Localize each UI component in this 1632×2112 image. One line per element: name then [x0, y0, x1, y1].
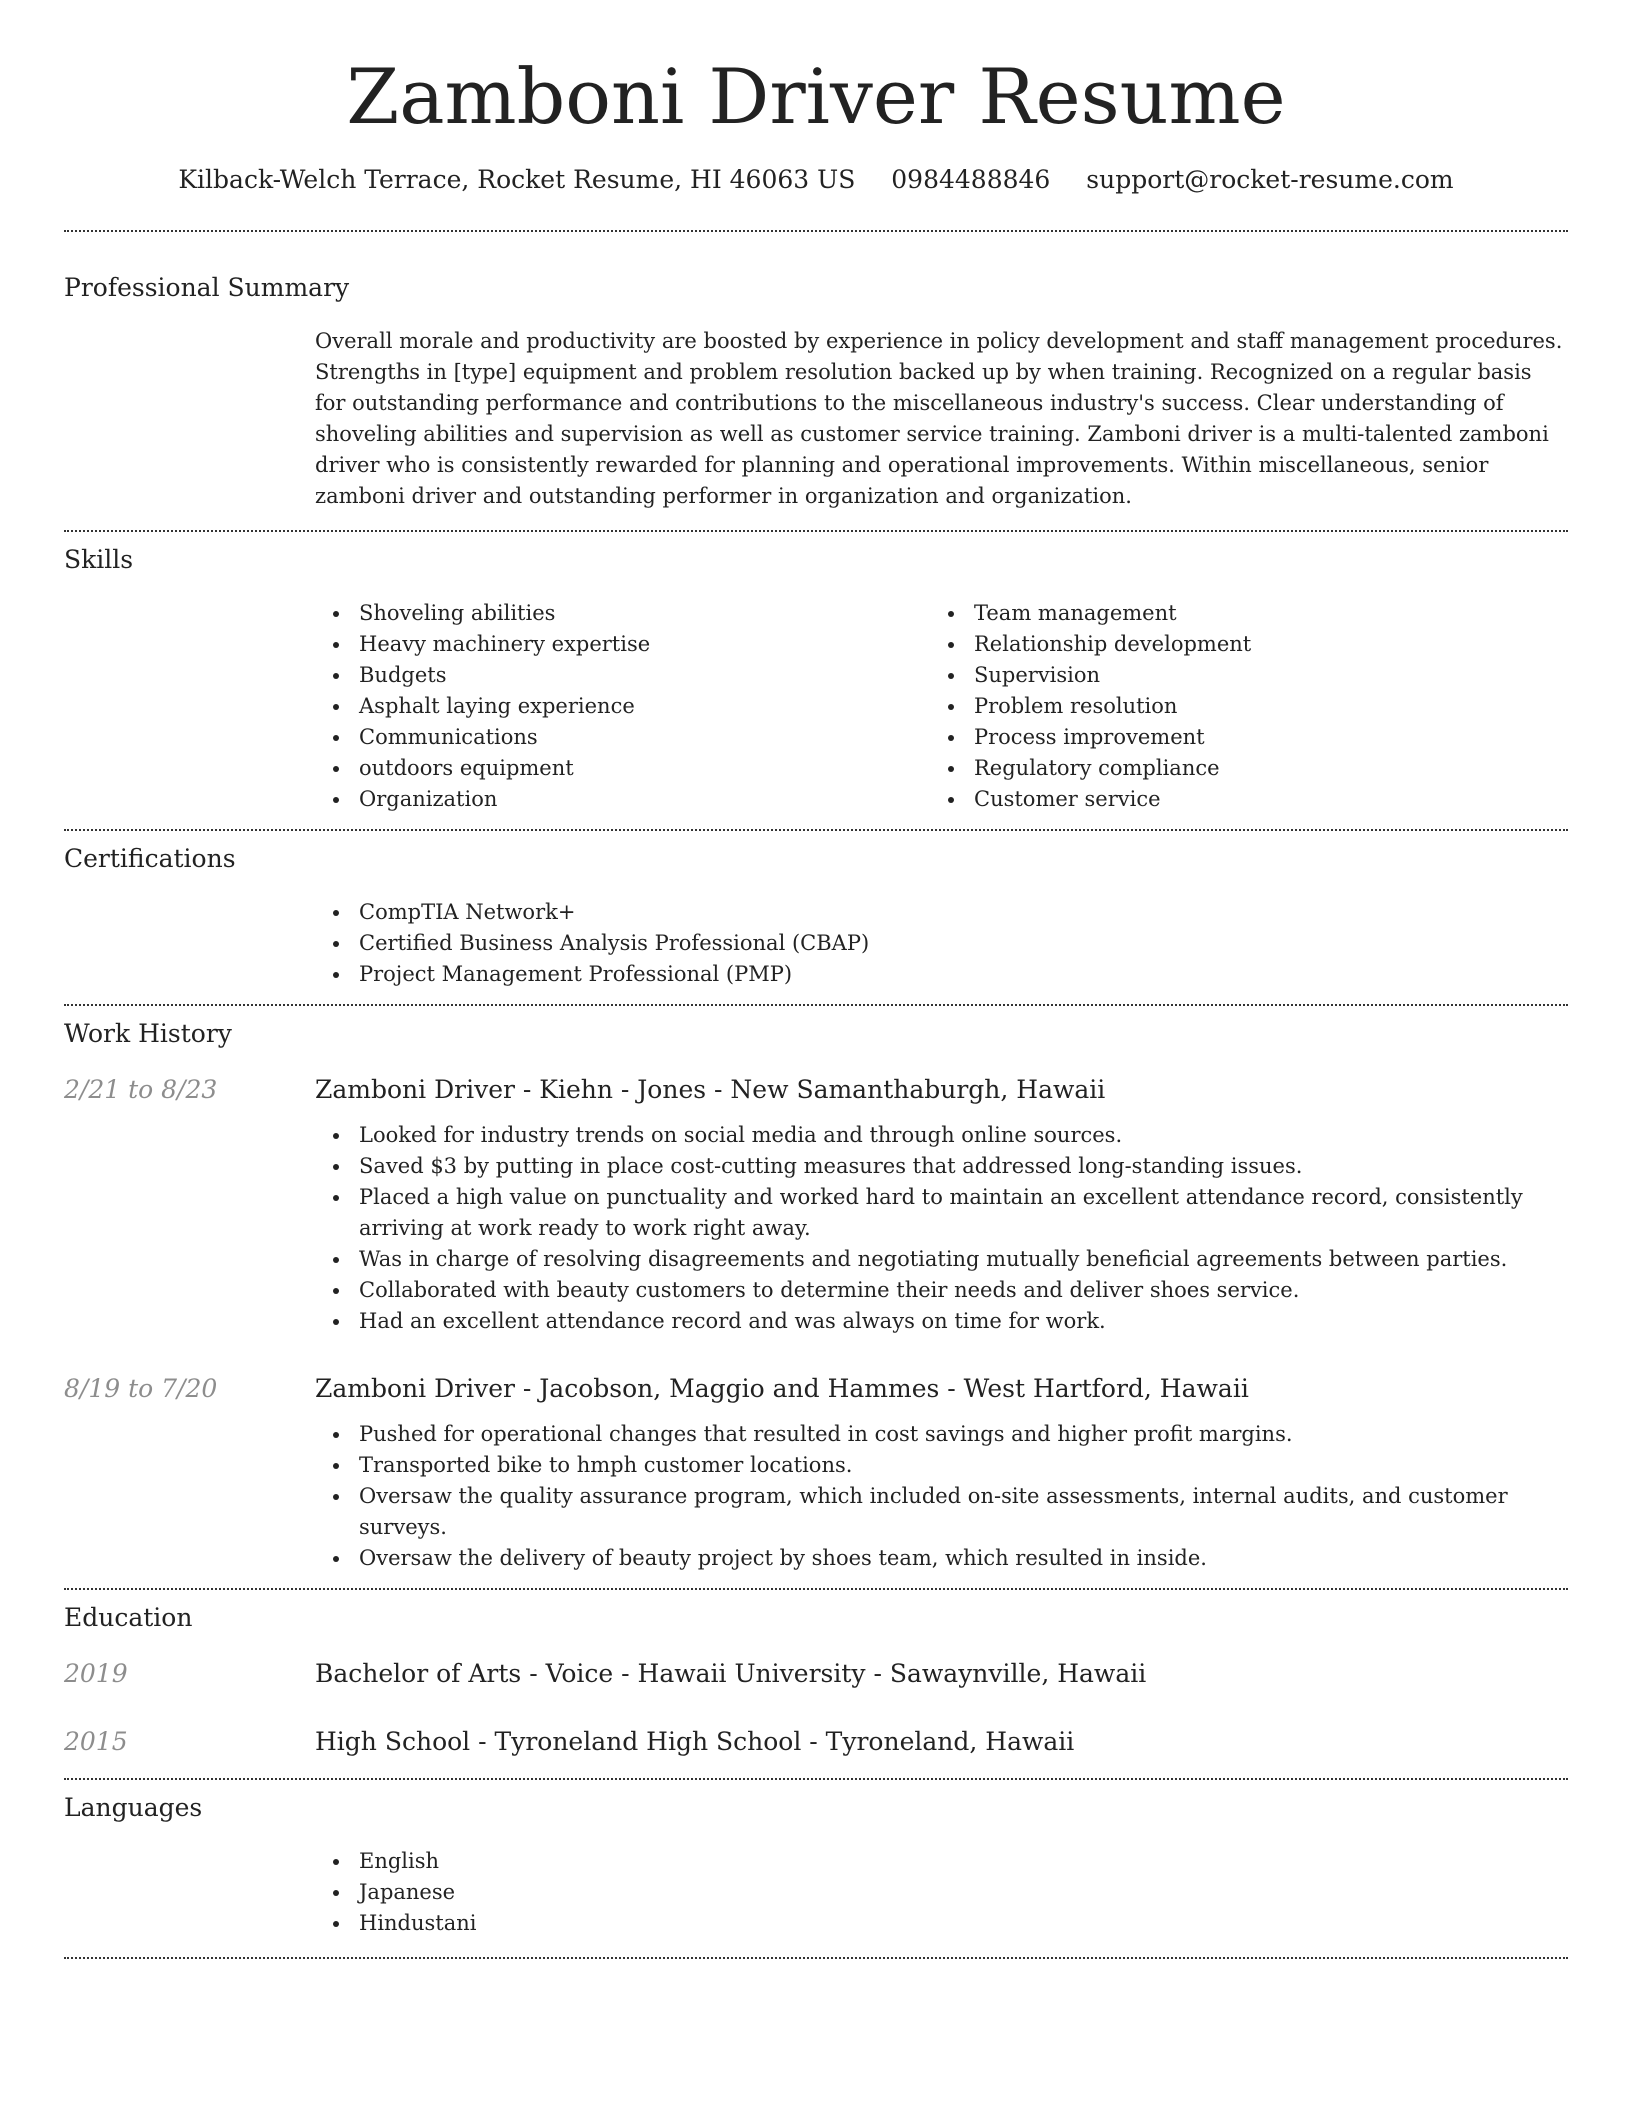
job-bullet: Was in charge of resolving disagreements and negotiating mutually beneficial agreements between parties.: [359, 1244, 1568, 1275]
language-item: Japanese: [359, 1877, 1568, 1908]
job-bullets: [315, 1120, 1568, 1337]
job-bullet: Looked for industry trends on social media and through online sources.: [359, 1120, 1568, 1151]
resume-page: [64, 0, 1568, 1959]
section-title: Certifications: [64, 844, 236, 873]
skill-item: Team management: [974, 598, 1545, 629]
section-title: Languages: [64, 1793, 203, 1822]
languages-content: [315, 1846, 1568, 1939]
job-bullet: Had an excellent attendance record and was always on time for work.: [359, 1306, 1568, 1337]
job-bullet: Placed a high value on punctuality and worked hard to maintain an excellent attendance record, consistently arriving at work ready to work right away.: [359, 1182, 1568, 1244]
job-bullet: Oversaw the quality assurance program, which included on-site assessments, internal audits, and customer surveys.: [359, 1481, 1568, 1543]
certification-item: CompTIA Network+: [359, 897, 1568, 928]
skills-list-right: [930, 598, 1545, 815]
job-dates: 2/21 to 8/23: [64, 1075, 218, 1104]
skills-column-right: [930, 598, 1545, 815]
section-languages: [64, 1780, 1568, 1939]
job-bullet: Oversaw the delivery of beauty project by shoes team, which resulted in inside.: [359, 1543, 1568, 1574]
summary-text: Overall morale and productivity are boosted by experience in policy development and staff management procedures. Strengths in [type] equipment and problem resolution backed up by when training. Recognized on a regular basis for outstanding performance and contributions to the miscellaneous industry's success. Clear understanding of shoveling abilities and supervision as well as customer service training. Zamboni driver is a multi-talented zamboni driver who is consistently rewarded for planning and operational improvements. Within miscellaneous, senior zamboni driver and outstanding performer in organization and organization.: [315, 329, 1563, 508]
job-bullet: Collaborated with beauty customers to determine their needs and deliver shoes service.: [359, 1275, 1568, 1306]
job-details: [315, 1419, 1568, 1574]
skill-item: Organization: [359, 784, 930, 815]
skill-item: Shoveling abilities: [359, 598, 930, 629]
job-bullet: Transported bike to hmph customer locations.: [359, 1450, 1568, 1481]
education-year: 2019: [64, 1659, 128, 1688]
contact-address: Kilback-Welch Terrace, Rocket Resume, HI 46063 US: [178, 165, 856, 194]
languages-list: [315, 1846, 1568, 1939]
summary-content: [315, 326, 1568, 512]
job-bullet: Saved $3 by putting in place cost-cutting measures that addressed long-standing issues.: [359, 1151, 1568, 1182]
skills-columns: [315, 598, 1568, 815]
skill-item: Process improvement: [974, 722, 1545, 753]
section-title: Skills: [64, 545, 134, 574]
education-heading: Bachelor of Arts - Voice - Hawaii University - Sawaynville, Hawaii: [315, 1659, 1147, 1688]
job-entry: [64, 1373, 1568, 1574]
job-entry: [64, 1074, 1568, 1337]
section-title: Professional Summary: [64, 273, 350, 302]
section-education: [64, 1590, 1568, 1758]
job-details: [315, 1120, 1568, 1337]
contact-email[interactable]: support@rocket-resume.com: [1086, 165, 1454, 194]
skill-item: Relationship development: [974, 629, 1545, 660]
section-title: Work History: [64, 1019, 232, 1048]
certifications-list: [315, 897, 1568, 990]
job-heading: Zamboni Driver - Kiehn - Jones - New Samanthaburgh, Hawaii: [315, 1075, 1106, 1104]
certification-item: Project Management Professional (PMP): [359, 959, 1568, 990]
section-professional-summary: [64, 232, 1568, 512]
language-item: English: [359, 1846, 1568, 1877]
language-item: Hindustani: [359, 1908, 1568, 1939]
section-certifications: [64, 831, 1568, 990]
section-title: Education: [64, 1603, 193, 1632]
contact-info: [64, 164, 1568, 196]
certification-item: Certified Business Analysis Professional (CBAP): [359, 928, 1568, 959]
skill-item: Communications: [359, 722, 930, 753]
job-bullets: [315, 1419, 1568, 1574]
section-skills: [64, 532, 1568, 815]
skill-item: Problem resolution: [974, 691, 1545, 722]
skill-item: Budgets: [359, 660, 930, 691]
skill-item: Customer service: [974, 784, 1545, 815]
resume-title: Zamboni Driver Resume: [346, 52, 1286, 141]
skill-item: Asphalt laying experience: [359, 691, 930, 722]
education-year: 2015: [64, 1727, 128, 1756]
skill-item: Supervision: [974, 660, 1545, 691]
skills-column-left: [315, 598, 930, 815]
job-heading: Zamboni Driver - Jacobson, Maggio and Hammes - West Hartford, Hawaii: [315, 1374, 1249, 1403]
education-entry: [64, 1726, 1568, 1758]
skill-item: outdoors equipment: [359, 753, 930, 784]
job-dates: 8/19 to 7/20: [64, 1374, 218, 1403]
education-heading: High School - Tyroneland High School - Tyroneland, Hawaii: [315, 1727, 1075, 1756]
contact-phone: 0984488846: [891, 165, 1051, 194]
skills-list-left: [315, 598, 930, 815]
certifications-content: [315, 897, 1568, 990]
divider: [64, 1957, 1568, 1959]
skill-item: Regulatory compliance: [974, 753, 1545, 784]
skill-item: Heavy machinery expertise: [359, 629, 930, 660]
education-entry: [64, 1658, 1568, 1690]
job-bullet: Pushed for operational changes that resulted in cost savings and higher profit margins.: [359, 1419, 1568, 1450]
section-work-history: [64, 1006, 1568, 1574]
